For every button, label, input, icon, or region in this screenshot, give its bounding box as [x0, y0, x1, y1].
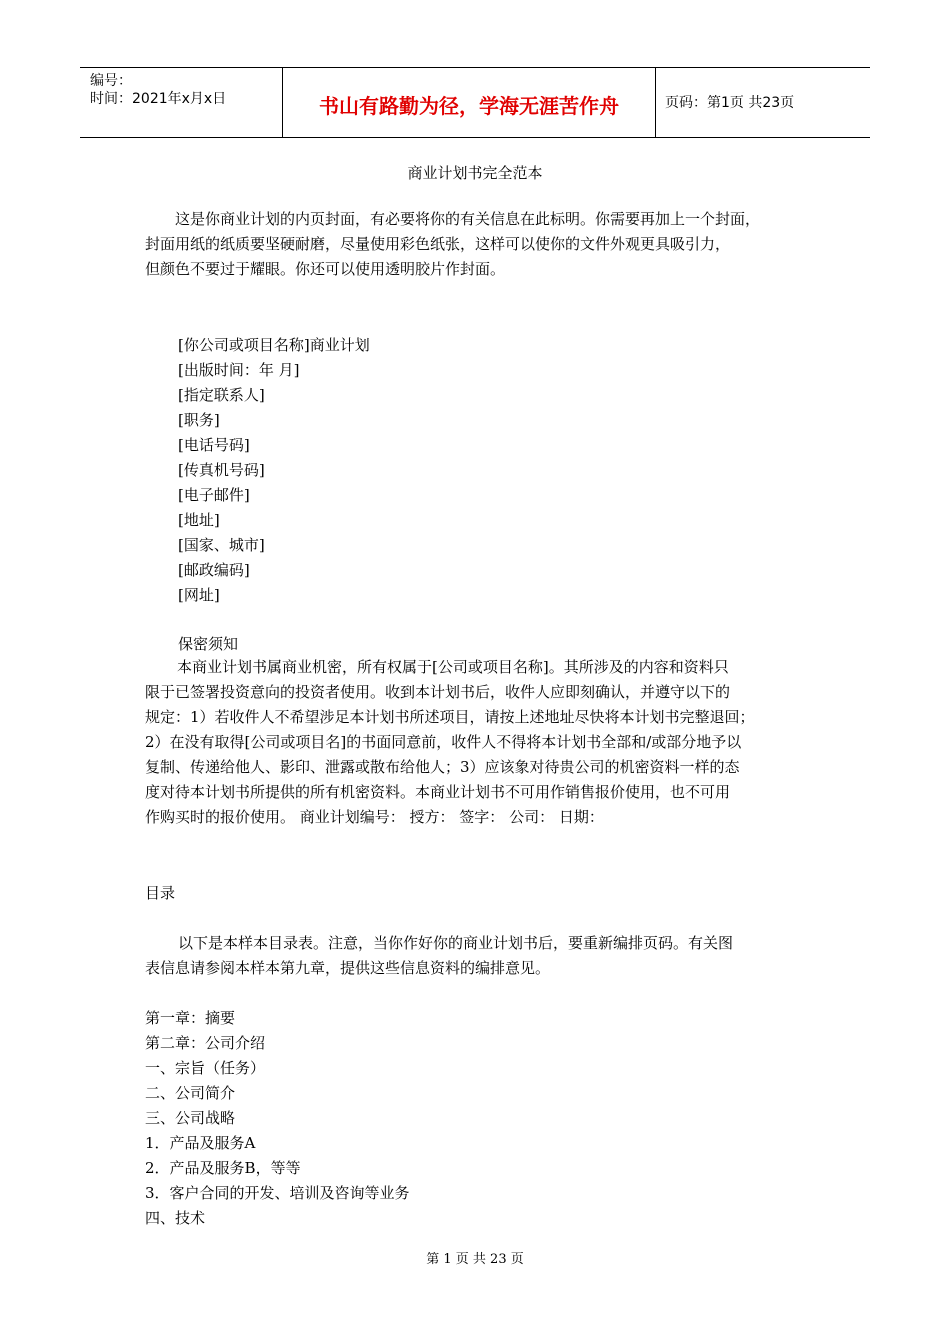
cover-field: [电子邮件]	[178, 486, 250, 504]
toc-item: 二、公司简介	[145, 1084, 236, 1102]
cover-field: [网址]	[178, 586, 220, 604]
cover-field: [指定联系人]	[178, 386, 265, 404]
cover-field: [邮政编码]	[178, 561, 250, 579]
confidential-paragraph	[145, 655, 815, 830]
header-time-label: 时间：2021年x月x日	[90, 91, 227, 107]
confidential-line: 本商业计划书属商业机密，所有权属于[公司或项目名称]。其所涉及的内容和资料只	[177, 658, 729, 676]
toc-intro-line: 以下是本样本目录表。注意，当你作好你的商业计划书后，要重新编排页码。有关图	[178, 934, 734, 952]
cover-field: [传真机号码]	[178, 461, 265, 479]
toc-item: 3．客户合同的开发、培训及咨询等业务	[145, 1184, 410, 1202]
header-page-info: 页码：第1页 共23页	[665, 95, 795, 111]
cover-field: [出版时间：年 月]	[178, 361, 300, 379]
header-meta	[90, 72, 226, 108]
toc-item: 四、技术	[145, 1209, 206, 1227]
confidential-line: 度对待本计划书所提供的所有机密资料。本商业计划书不可用作销售报价使用，也不可用	[145, 783, 731, 801]
document-title: 商业计划书完全范本	[407, 164, 543, 182]
cover-field: [电话号码]	[178, 436, 250, 454]
intro-line: 这是你商业计划的内页封面，有必要将你的有关信息在此标明。你需要再加上一个封面，	[175, 210, 761, 228]
confidential-line: 规定：1）若收件人不希望涉足本计划书所述项目，请按上述地址尽快将本计划书完整退回；	[145, 708, 755, 726]
confidential-line: 2）在没有取得[公司或项目名]的书面同意前，收件人不得将本计划书全部和/或部分地予以	[145, 733, 742, 751]
cover-field: [职务]	[178, 411, 220, 429]
page-footer: 第 1 页 共 23 页	[426, 1252, 524, 1267]
cover-fields	[178, 333, 370, 608]
confidential-line: 复制、传递给他人、影印、泄露或散布给他人；3）应该象对待贵公司的机密资料一样的态	[145, 758, 740, 776]
toc-item: 2．产品及服务B，等等	[145, 1159, 301, 1177]
intro-line: 但颜色不要过于耀眼。你还可以使用透明胶片作封面。	[145, 260, 506, 278]
cover-field: [国家、城市]	[178, 536, 265, 554]
intro-paragraph	[145, 207, 815, 282]
toc-intro-line: 表信息请参阅本样本第九章，提供这些信息资料的编排意见。	[145, 959, 551, 977]
toc-heading: 目录	[145, 884, 176, 902]
cover-field: [你公司或项目名称]商业计划	[178, 336, 370, 354]
toc-item: 第一章：摘要	[145, 1009, 236, 1027]
confidential-line: 限于已签署投资意向的投资者使用。收到本计划书后，收件人应即刻确认，并遵守以下的	[145, 683, 731, 701]
header-number-label: 编号：	[90, 73, 132, 89]
header-motto: 书山有路勤为径，学海无涯苦作舟	[319, 94, 619, 118]
toc-item: 三、公司战略	[145, 1109, 236, 1127]
toc-item: 第二章：公司介绍	[145, 1034, 266, 1052]
toc-item: 一、宗旨（任务）	[145, 1059, 266, 1077]
document-header	[80, 67, 870, 138]
cover-field: [地址]	[178, 511, 220, 529]
toc-list	[145, 1006, 410, 1231]
confidential-line: 作购买时的报价使用。 商业计划编号： 授方： 签字： 公司： 日期：	[145, 808, 604, 826]
header-divider	[655, 68, 656, 137]
toc-intro	[145, 931, 815, 981]
toc-item: 1．产品及服务A	[145, 1134, 256, 1152]
confidential-heading: 保密须知	[178, 635, 239, 653]
intro-line: 封面用纸的纸质要坚硬耐磨，尽量使用彩色纸张，这样可以使你的文件外观更具吸引力，	[145, 235, 731, 253]
